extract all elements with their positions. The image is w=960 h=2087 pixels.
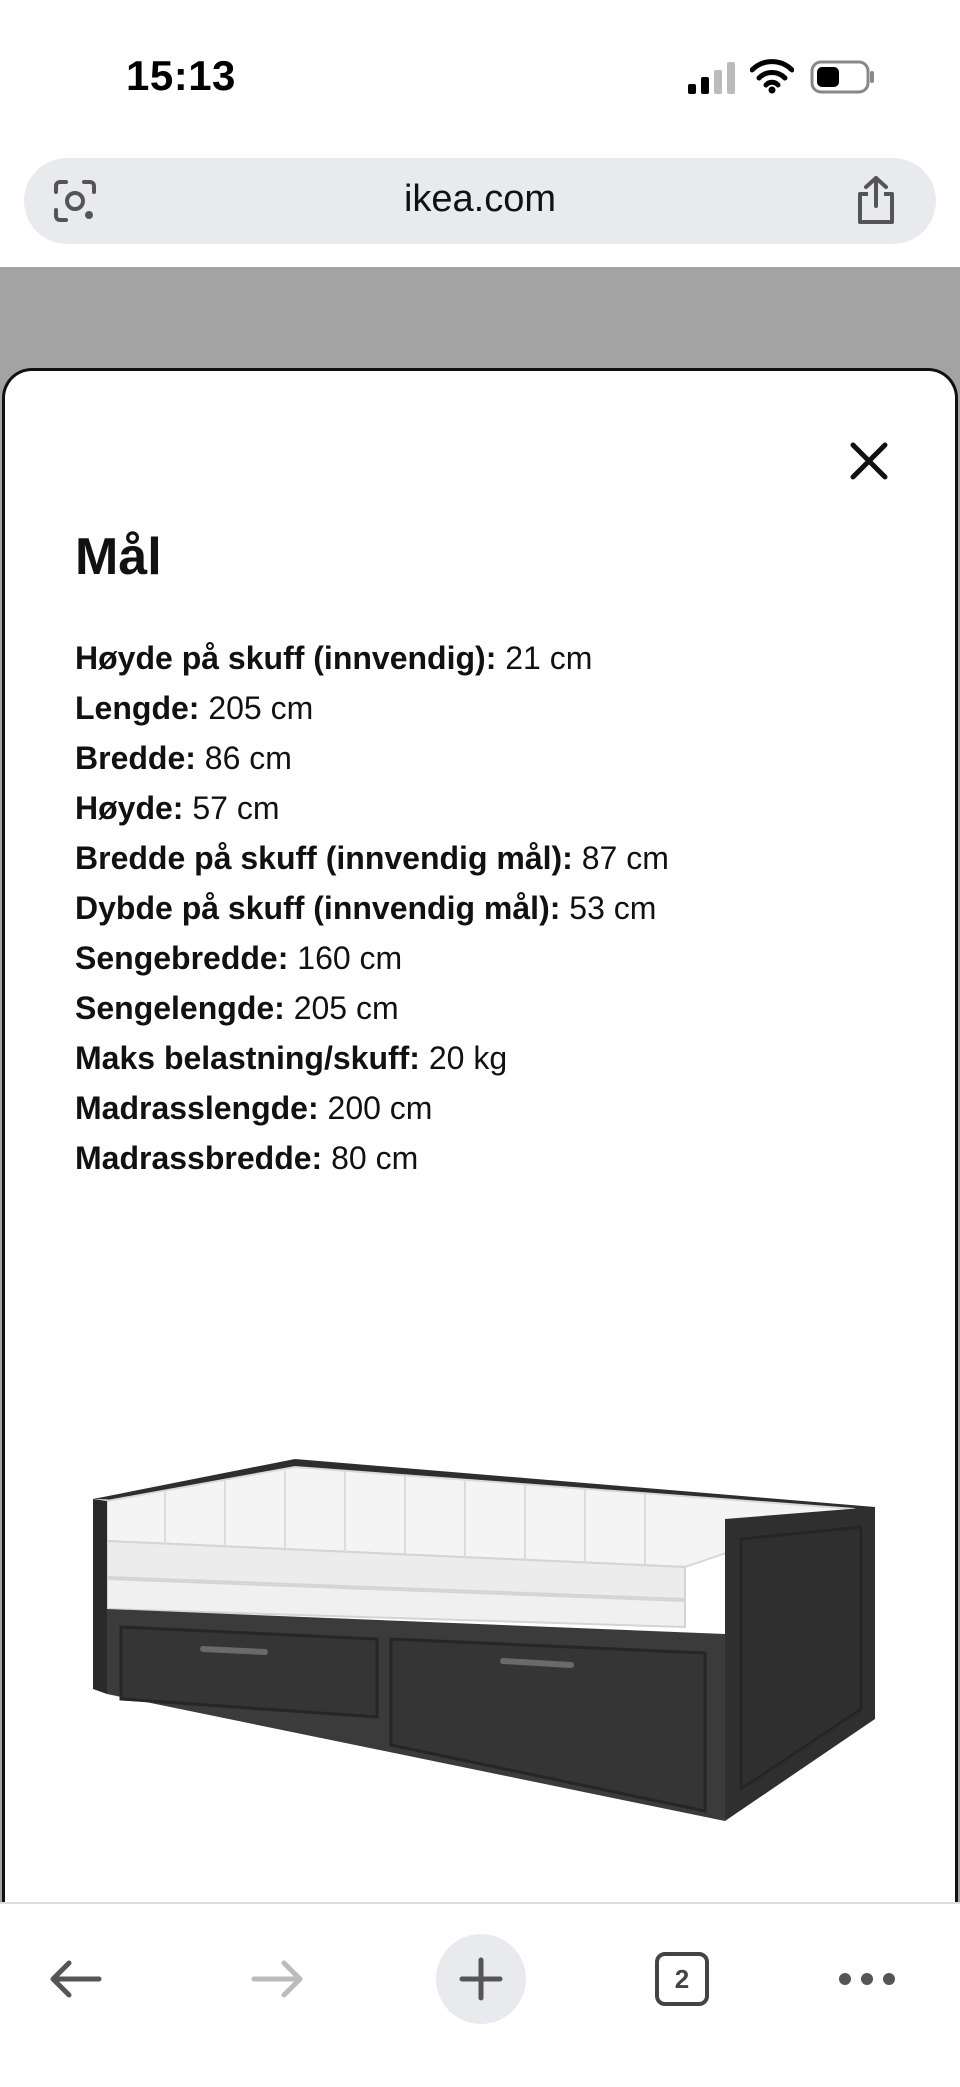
spec-label: Dybde på skuff (innvendig mål): (75, 890, 561, 926)
arrow-left-icon (45, 1957, 105, 2001)
spec-label: Høyde: (75, 790, 184, 826)
browser-toolbar (0, 1902, 960, 2087)
address-bar[interactable] (24, 158, 936, 244)
spec-value: 87 cm (581, 840, 669, 876)
dimension-list (75, 633, 669, 1183)
dimensions-sheet (2, 368, 958, 1908)
spec-row (75, 1133, 669, 1183)
spec-row (75, 883, 669, 933)
sheet-title: Mål (75, 528, 162, 586)
status-bar (0, 0, 960, 150)
spec-label: Lengde: (75, 690, 200, 726)
spec-value: 86 cm (204, 740, 292, 776)
battery-icon (810, 60, 876, 94)
spec-label: Bredde: (75, 740, 196, 776)
spec-row (75, 1033, 669, 1083)
cellular-signal-icon (688, 62, 736, 94)
spec-label: Sengelengde: (75, 990, 285, 1026)
status-time: 15:13 (126, 52, 236, 99)
share-icon[interactable] (854, 174, 898, 226)
spec-value: 200 cm (327, 1090, 433, 1126)
tab-count: 2 (655, 1952, 709, 2006)
plus-icon (456, 1954, 506, 2004)
spec-label: Bredde på skuff (innvendig mål): (75, 840, 573, 876)
spec-row (75, 833, 669, 883)
url-text[interactable]: ikea.com (403, 178, 557, 220)
spec-value: 160 cm (297, 940, 403, 976)
spec-value: 21 cm (505, 640, 593, 676)
back-button[interactable] (30, 1934, 120, 2024)
spec-row (75, 783, 669, 833)
spec-row (75, 683, 669, 733)
product-image (85, 1459, 885, 1829)
spec-row (75, 733, 669, 783)
spec-value: 205 cm (293, 990, 399, 1026)
spec-label: Sengebredde: (75, 940, 289, 976)
spec-row (75, 633, 669, 683)
spec-row (75, 1083, 669, 1133)
arrow-right-icon (248, 1957, 308, 2001)
spec-value: 57 cm (192, 790, 280, 826)
close-icon[interactable] (839, 431, 899, 491)
more-button[interactable] (822, 1934, 912, 2024)
spec-row (75, 983, 669, 1033)
wifi-icon (750, 58, 794, 94)
spec-value: 80 cm (331, 1140, 419, 1176)
forward-button[interactable] (233, 1934, 323, 2024)
spec-value: 205 cm (208, 690, 314, 726)
spec-label: Maks belastning/skuff: (75, 1040, 420, 1076)
spec-value: 53 cm (569, 890, 657, 926)
new-tab-button[interactable] (436, 1934, 526, 2024)
tabs-button[interactable] (637, 1934, 727, 2024)
spec-row (75, 933, 669, 983)
spec-value: 20 kg (428, 1040, 508, 1076)
more-dots-icon (837, 1971, 897, 1987)
spec-label: Madrasslengde: (75, 1090, 319, 1126)
spec-label: Høyde på skuff (innvendig): (75, 640, 497, 676)
spec-label: Madrassbredde: (75, 1140, 323, 1176)
